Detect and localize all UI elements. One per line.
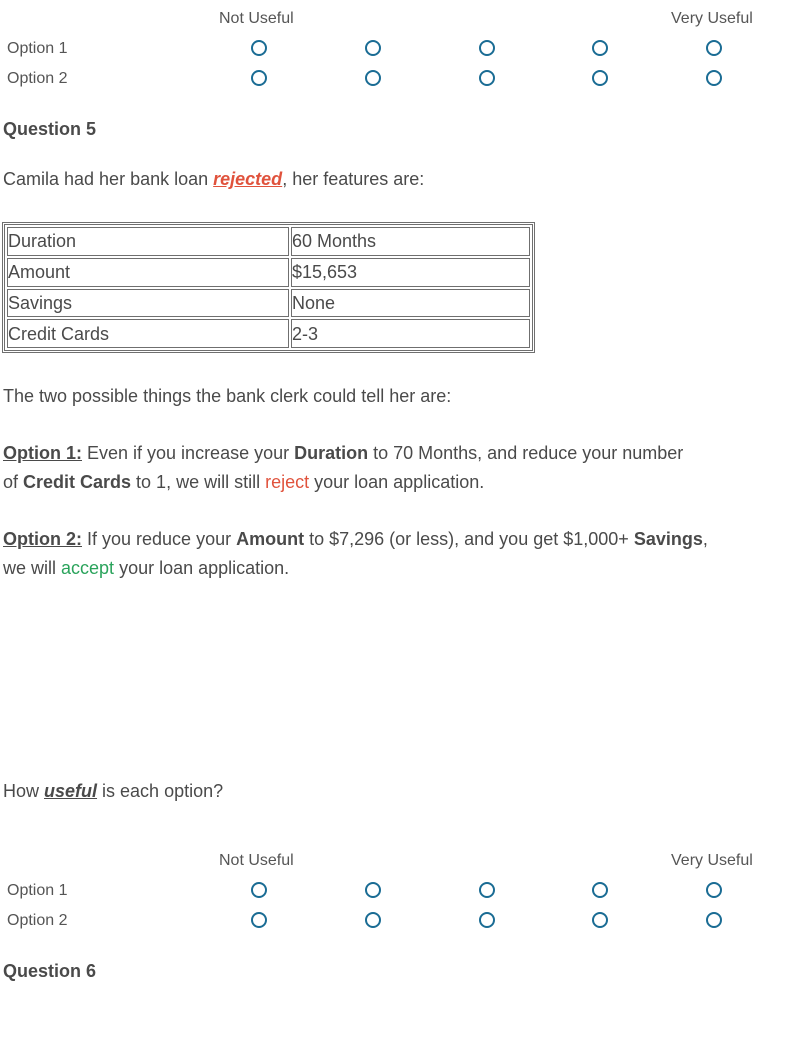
option-1-row-label: Option 1 bbox=[7, 882, 68, 899]
option-1-line-1 bbox=[3, 439, 783, 468]
radio-q4-opt1-1[interactable] bbox=[251, 40, 267, 56]
option-2-row-label: Option 2 bbox=[7, 70, 68, 87]
option-1-line-2 bbox=[3, 468, 783, 497]
savings-keyword: Savings bbox=[633, 529, 703, 549]
intro-prefix: Camila had her bank loan bbox=[3, 169, 214, 189]
option-1-row-label: Option 1 bbox=[7, 40, 68, 57]
question-6-title: Question 6 bbox=[3, 961, 97, 981]
clerk-lead-text: The two possible things the bank clerk could tell her are: bbox=[3, 386, 452, 406]
table-row bbox=[7, 319, 530, 348]
radio-q4-opt1-5[interactable] bbox=[706, 40, 722, 56]
option-2-text-part: we will bbox=[3, 558, 62, 578]
radio-q4-opt2-5[interactable] bbox=[706, 70, 722, 86]
option-2-line-2 bbox=[3, 554, 783, 583]
radio-q5-opt2-3[interactable] bbox=[479, 912, 495, 928]
radio-q5-opt2-1[interactable] bbox=[251, 912, 267, 928]
feature-name: Duration bbox=[7, 227, 289, 256]
radio-q5-opt2-4[interactable] bbox=[592, 912, 608, 928]
useful-emphasis: useful bbox=[44, 781, 98, 801]
features-table bbox=[2, 222, 535, 353]
feature-value: 2-3 bbox=[291, 319, 530, 348]
radio-q5-opt1-4[interactable] bbox=[592, 882, 608, 898]
radio-q4-opt2-3[interactable] bbox=[479, 70, 495, 86]
credit-cards-keyword: Credit Cards bbox=[23, 472, 132, 492]
option-1-text-part: of bbox=[3, 472, 24, 492]
scale-low-label: Not Useful bbox=[219, 852, 294, 869]
table-row bbox=[7, 258, 530, 287]
option-2-text-part: to $7,296 (or less), and you get $1,000+ bbox=[304, 529, 634, 549]
option-1-text-part: to 70 Months, and reduce your number bbox=[368, 443, 684, 463]
option-2-row-label: Option 2 bbox=[7, 912, 68, 929]
option-2-text-part: your loan application. bbox=[114, 558, 290, 578]
radio-q5-opt2-5[interactable] bbox=[706, 912, 722, 928]
feature-name: Credit Cards bbox=[7, 319, 289, 348]
radio-q5-opt1-2[interactable] bbox=[365, 882, 381, 898]
question-5-title: Question 5 bbox=[3, 119, 97, 139]
feature-value: None bbox=[291, 289, 530, 318]
option-2-label: Option 2: bbox=[3, 529, 82, 549]
scale-high-label: Very Useful bbox=[671, 10, 753, 27]
option-1-text-part: your loan application. bbox=[309, 472, 485, 492]
question-5-intro bbox=[3, 165, 424, 194]
scale-low-label: Not Useful bbox=[219, 10, 294, 27]
option-1-text-part: to 1, we will still bbox=[131, 472, 266, 492]
radio-q5-opt1-5[interactable] bbox=[706, 882, 722, 898]
radio-q4-opt1-4[interactable] bbox=[592, 40, 608, 56]
prompt-prefix: How bbox=[3, 781, 45, 801]
rejected-emphasis: rejected bbox=[213, 169, 283, 189]
radio-q5-opt2-2[interactable] bbox=[365, 912, 381, 928]
scale-high-label: Very Useful bbox=[671, 852, 753, 869]
feature-name: Amount bbox=[7, 258, 289, 287]
option-2-text-part: , bbox=[702, 529, 708, 549]
radio-q5-opt1-1[interactable] bbox=[251, 882, 267, 898]
table-row bbox=[7, 227, 530, 256]
reject-verdict: reject bbox=[265, 472, 310, 492]
table-row bbox=[7, 289, 530, 318]
option-1-text bbox=[3, 439, 783, 497]
feature-value: $15,653 bbox=[291, 258, 530, 287]
intro-suffix: , her features are: bbox=[282, 169, 425, 189]
usefulness-prompt bbox=[3, 777, 223, 806]
option-2-text bbox=[3, 525, 783, 583]
option-2-text-part: If you reduce your bbox=[82, 529, 237, 549]
option-1-text-part: Even if you increase your bbox=[82, 443, 295, 463]
radio-q4-opt2-1[interactable] bbox=[251, 70, 267, 86]
radio-q4-opt1-3[interactable] bbox=[479, 40, 495, 56]
amount-keyword: Amount bbox=[236, 529, 305, 549]
option-2-line-1 bbox=[3, 525, 783, 554]
radio-q4-opt2-4[interactable] bbox=[592, 70, 608, 86]
option-1-label: Option 1: bbox=[3, 443, 82, 463]
radio-q4-opt2-2[interactable] bbox=[365, 70, 381, 86]
prompt-suffix: is each option? bbox=[97, 781, 224, 801]
radio-q5-opt1-3[interactable] bbox=[479, 882, 495, 898]
accept-verdict: accept bbox=[61, 558, 115, 578]
feature-name: Savings bbox=[7, 289, 289, 318]
feature-value: 60 Months bbox=[291, 227, 530, 256]
duration-keyword: Duration bbox=[294, 443, 369, 463]
radio-q4-opt1-2[interactable] bbox=[365, 40, 381, 56]
